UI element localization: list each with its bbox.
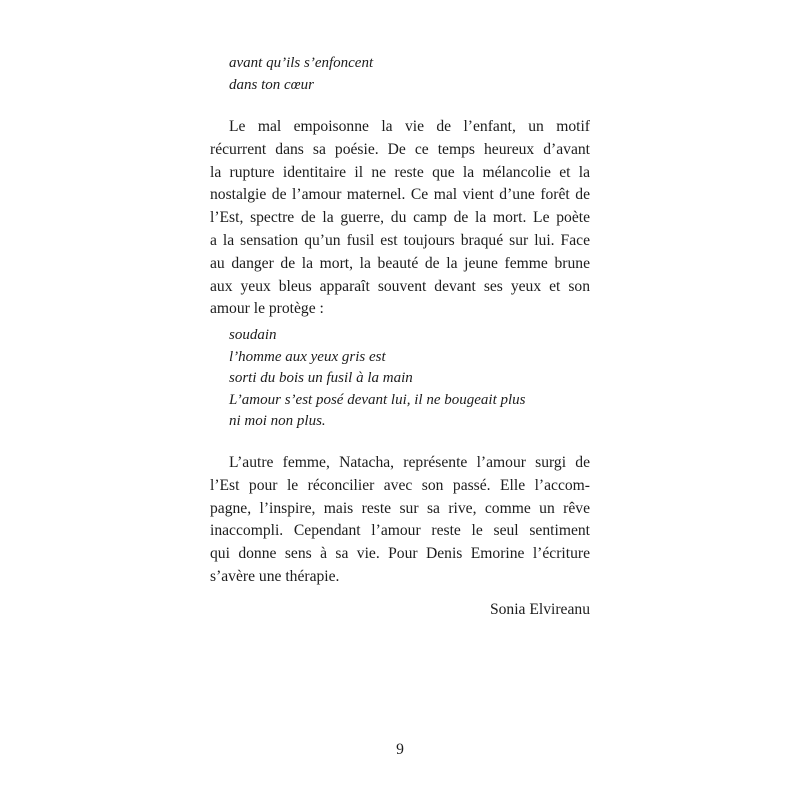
verse-excerpt-middle xyxy=(229,325,526,433)
paragraph-line: L’autre femme, Natacha, représente l’amour surgi de xyxy=(229,454,590,471)
page-number: 9 xyxy=(396,741,404,758)
paragraph-line: au danger de la mort, la beauté de la jeune femme brune xyxy=(210,254,590,272)
verse-line: l’homme aux yeux gris est xyxy=(229,348,386,365)
paragraph-line: amour le protège : xyxy=(210,300,324,318)
verse-line: sorti du bois un fusil à la main xyxy=(229,370,413,386)
paragraph-line: l’Est, spectre de la guerre, du camp de la mort. Le poète xyxy=(210,209,590,227)
paragraph-line: aux yeux bleus apparaît souvent devant ses yeux et son xyxy=(210,277,590,295)
paragraph-1 xyxy=(210,116,590,321)
paragraph-line: l’Est pour le réconcilier avec son passé. Elle l’accom- xyxy=(210,476,590,494)
verse-line: ni moi non plus. xyxy=(229,413,326,429)
paragraph-line: nostalgie de l’amour maternel. Ce mal vient d’une forêt de xyxy=(210,186,590,204)
paragraph-line: a la sensation qu’un fusil est toujours braqué sur lui. Face xyxy=(210,231,590,249)
paragraph-line: pagne, l’inspire, mais reste sur sa rive, comme un rêve xyxy=(210,499,590,517)
verse-line: avant qu’ils s’enfoncent xyxy=(229,55,374,71)
verse-excerpt-top xyxy=(229,53,373,96)
paragraph-line: récurrent dans sa poésie. De ce temps heureux d’avant xyxy=(210,140,590,158)
verse-line: soudain xyxy=(229,327,277,343)
verse-line: L’amour s’est posé devant lui, il ne bougeait plus xyxy=(229,391,526,408)
paragraph-line: Le mal empoisonne la vie de l’enfant, un motif xyxy=(229,118,590,135)
paragraph-2 xyxy=(210,452,590,589)
paragraph-line: s’avère une thérapie. xyxy=(210,567,340,585)
paragraph-line: qui donne sens à sa vie. Pour Denis Emorine l’écriture xyxy=(210,545,590,563)
author-signature: Sonia Elvireanu xyxy=(489,601,590,618)
paragraph-line: la rupture identitaire il ne reste que la mélancolie et la xyxy=(210,163,590,181)
paragraph-line: inaccompli. Cependant l’amour reste le seul sentiment xyxy=(210,522,590,540)
verse-line: dans ton cœur xyxy=(229,76,315,93)
